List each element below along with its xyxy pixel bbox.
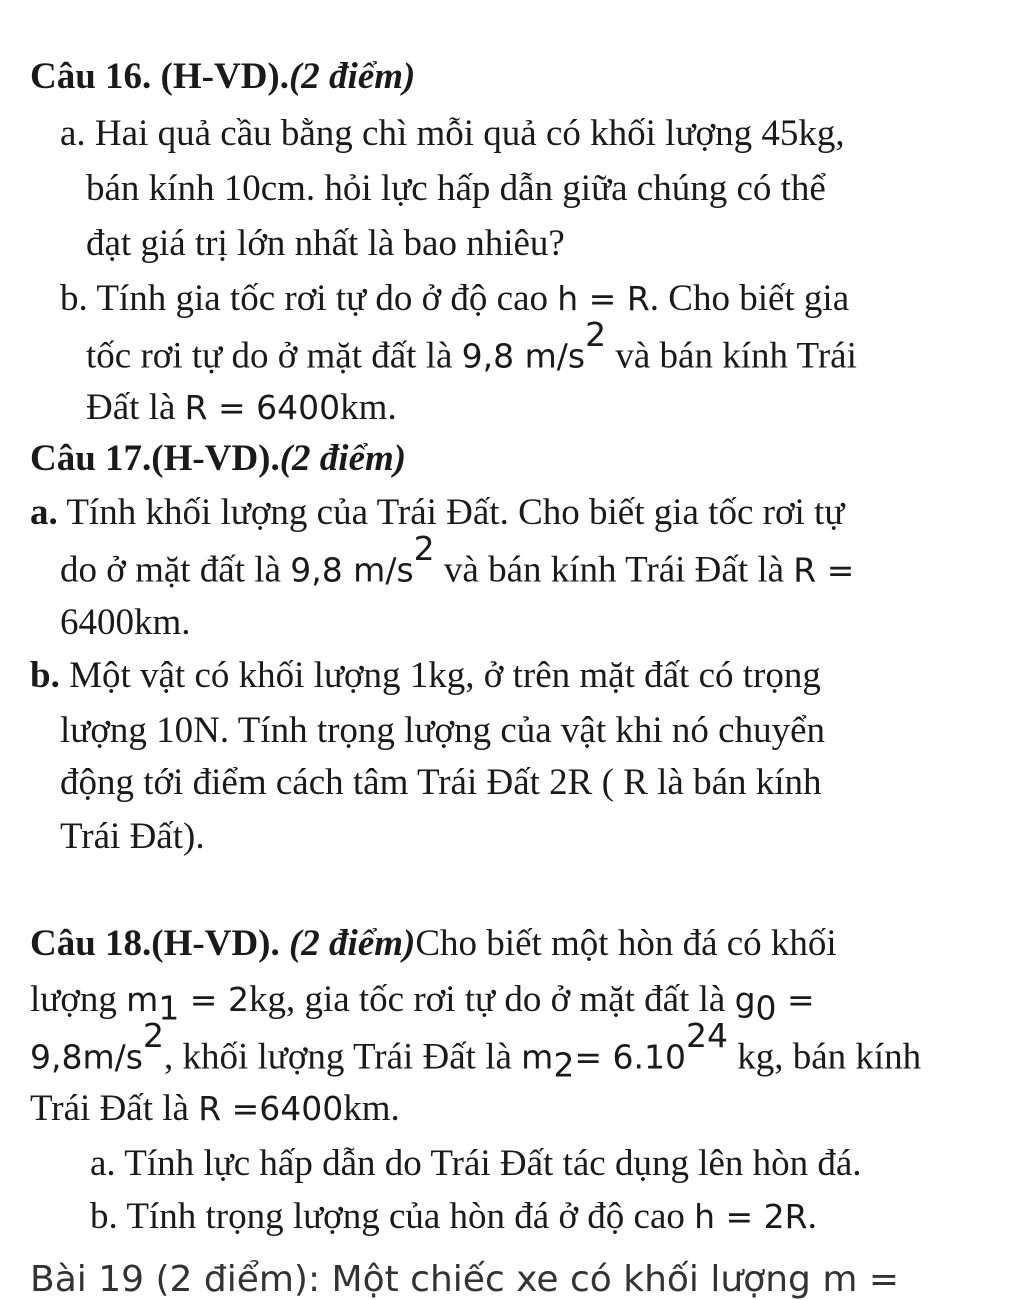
q18-line-2: lượng $m_1 = 2kg$, gia tốc rơi tự do ở mặt đất là $g_0$ =	[30, 979, 815, 1028]
q16-points: (2 điểm)	[288, 56, 416, 97]
q17-heading	[30, 440, 406, 477]
q17-a-line-2: do ở mặt đất là 9,8 $m/s^2$ và bán kính Trái Đất là R =	[60, 529, 855, 591]
q18-line-1: Câu 18.(H-VD). (2 điểm)Cho biết một hòn đá có khối	[30, 923, 837, 964]
q16-b-line-3: Đất là R = 6400km.	[86, 387, 397, 428]
q16-a-line-1: a. Hai quả cầu bằng chì mỗi quả có khối lượng 45kg,	[60, 113, 845, 154]
q17-b-line-3: động tới điểm cách tâm Trái Đất 2R ( R là bán kính	[60, 762, 822, 803]
q16-title: Câu 16. (H-VD).	[30, 56, 289, 97]
q17-title: Câu 17.(H-VD).	[30, 438, 280, 479]
q16-b-line-1: b. Tính gia tốc rơi tự do ở độ cao h = R. Cho biết gia	[60, 278, 850, 319]
q17-b-line-2: lượng 10N. Tính trọng lượng của vật khi nó chuyển	[60, 710, 826, 751]
q17-a-line-1: a. Tính khối lượng của Trái Đất. Cho biết gia tốc rơi tự	[30, 492, 845, 533]
q17-b-line-4: Trái Đất).	[60, 816, 205, 857]
q16-a-line-3: đạt giá trị lớn nhất là bao nhiêu?	[86, 223, 565, 264]
q18-line-4: Trái Đất là R =6400km.	[30, 1088, 400, 1129]
q18-points: (2 điểm)	[279, 923, 416, 964]
q17-points: (2 điểm)	[279, 438, 407, 479]
q16-heading	[30, 58, 415, 95]
q17-b-line-1: b. Một vật có khối lượng 1kg, ở trên mặt đất có trọng	[30, 655, 821, 696]
q18-b-line: b. Tính trọng lượng của hòn đá ở độ cao h = 2R.	[90, 1196, 817, 1237]
q18-a-line: a. Tính lực hấp dẫn do Trái Đất tác dụng lên hòn đá.	[90, 1143, 862, 1184]
q18-title: Câu 18.(H-VD).	[30, 923, 280, 964]
q19-cut-off-line: Bài 19 (2 điểm): Một chiếc xe có khối lượng m =	[30, 1259, 899, 1300]
q18-line-3: $9,8m/s^2$, khối lượng Trái Đất là $m_2= 6.10^{24}$ kg, bán kính	[30, 1016, 922, 1085]
q17-a-line-3: 6400km.	[60, 602, 191, 643]
q16-a-line-2: bán kính 10cm. hỏi lực hấp dẫn giữa chúng có thể	[86, 168, 826, 209]
q16-b-line-2: tốc rơi tự do ở mặt đất là 9,8 $m/s^2$ và bán kính Trái	[86, 315, 857, 377]
